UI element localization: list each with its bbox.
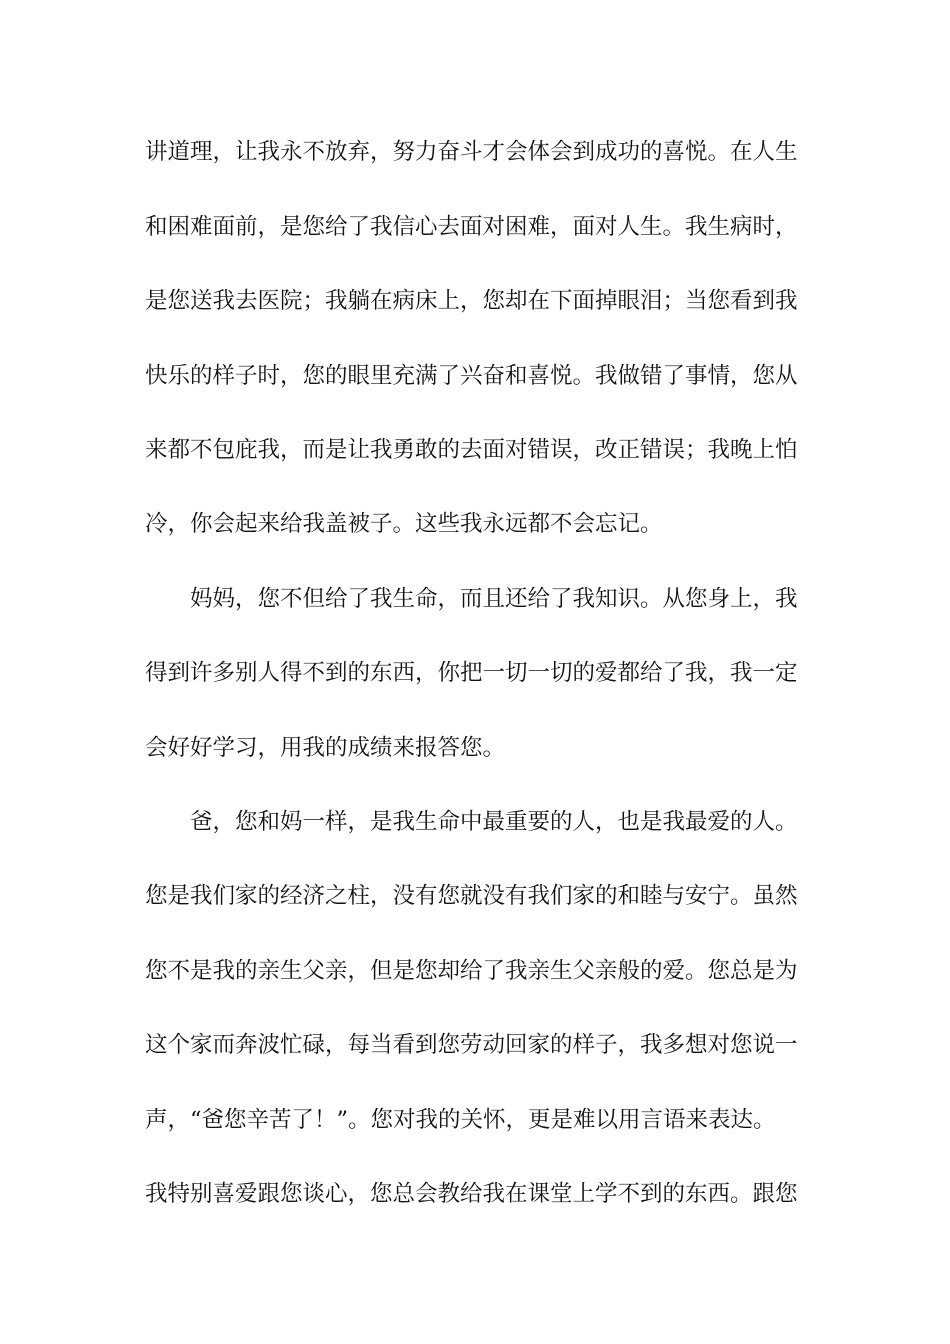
text-line: 声，“爸您辛苦了！”。您对我的关怀，更是难以用言语来表达。 bbox=[145, 1107, 776, 1133]
text-line: 您是我们家的经济之柱，没有您就没有我们家的和睦与安宁。虽然 bbox=[145, 883, 798, 909]
text-line: 快乐的样子时，您的眼里充满了兴奋和喜悦。我做错了事情，您从 bbox=[145, 363, 798, 389]
text-line: 是您送我去医院；我躺在病床上，您却在下面掉眼泪；当您看到我 bbox=[145, 288, 798, 314]
text-line: 我特别喜爱跟您谈心，您总会教给我在课堂上学不到的东西。跟您 bbox=[145, 1181, 798, 1207]
text-line: 会好好学习，用我的成绩来报答您。 bbox=[145, 735, 506, 761]
text-line: 讲道理，让我永不放弃，努力奋斗才会体会到成功的喜悦。在人生 bbox=[145, 139, 798, 165]
text-line: 您不是我的亲生父亲，但是您却给了我亲生父亲般的爱。您总是为 bbox=[145, 958, 798, 984]
text-line: 冷，你会起来给我盖被子。这些我永远都不会忘记。 bbox=[145, 511, 663, 537]
text-line: 来都不包庇我，而是让我勇敢的去面对错误，改正错误；我晚上怕 bbox=[145, 437, 798, 463]
text-line: 爸，您和妈一样，是我生命中最重要的人，也是我最爱的人。 bbox=[190, 809, 798, 835]
text-line: 得到许多别人得不到的东西，你把一切一切的爱都给了我，我一定 bbox=[145, 660, 798, 686]
text-line: 和困难面前，是您给了我信心去面对困难，面对人生。我生病时， bbox=[145, 214, 798, 240]
text-line: 妈妈，您不但给了我生命，而且还给了我知识。从您身上，我 bbox=[190, 586, 798, 612]
text-line: 这个家而奔波忙碌，每当看到您劳动回家的样子，我多想对您说一 bbox=[145, 1032, 798, 1058]
